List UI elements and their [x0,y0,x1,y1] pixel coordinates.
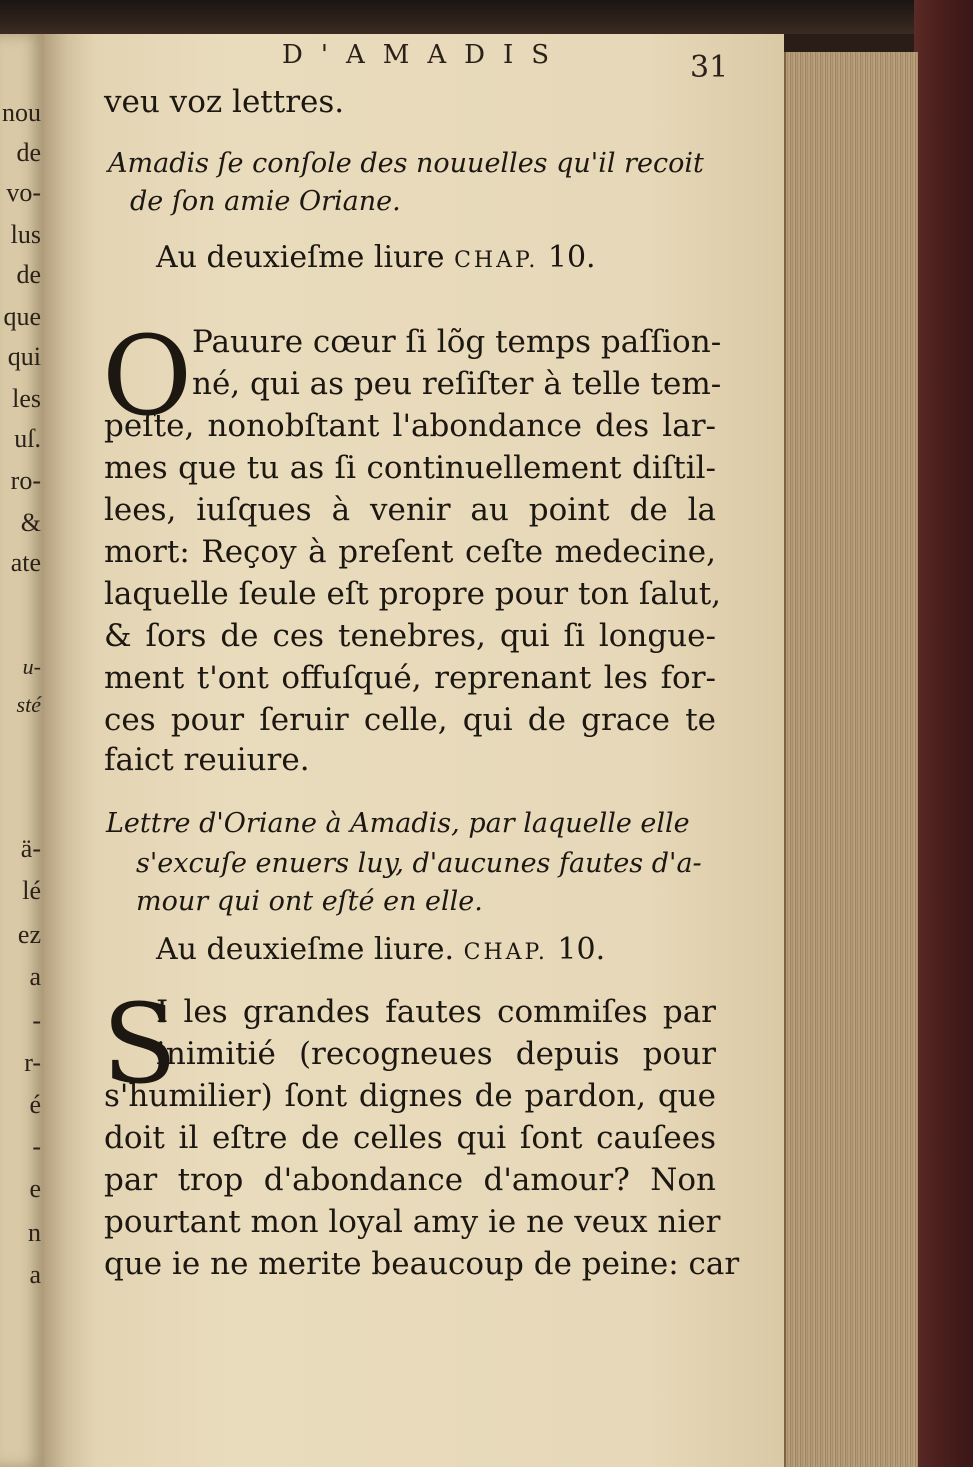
left-line-fragment: que [3,302,41,331]
left-line-fragment: - [32,1006,41,1035]
chapter-heading [156,930,605,973]
left-line-fragment: u- [22,654,41,679]
body-line: pourtant mon loyal amy ie ne veux nier [104,1204,721,1240]
page-number: 31 [690,50,729,85]
body-line: ment t'ont offuſqué, reprenant les for- [104,660,716,696]
section-title-line: de ſon amie Oriane. [130,186,401,217]
body-line: mort: Reçoy à preſent ceſte medecine, [104,534,716,570]
chapter-number: 10. [557,932,606,967]
drop-cap: S [102,980,178,1108]
body-line: né, qui as peu reſiſter à telle tem- [192,366,722,402]
section-title-line: Lettre d'Oriane à Amadis, par laquelle elle [106,808,690,839]
body-line: I les grandes fautes commiſes par [156,994,716,1030]
left-line-fragment: & [20,508,41,537]
body-line: que ie ne merite beaucoup de peine: car [104,1246,740,1282]
chapter-label: CHAP. [463,940,548,965]
left-line-fragment: a [29,962,41,991]
left-line-fragment: ro- [10,466,41,495]
left-page [0,34,44,1467]
body-line: mes que tu as ſi continuellement diſtil- [104,450,716,486]
left-line-fragment: lé [22,876,41,905]
left-line-fragment: de [16,138,41,167]
left-line-fragment: ate [10,548,41,577]
continuation-line: veu voz lettres. [104,84,345,120]
body-line: lees, iuſques à venir au point de la [104,492,716,528]
left-line-fragment: nou [2,98,41,127]
section-title-line: Amadis ſe conſole des nouuelles qu'il recoit [108,148,704,179]
left-line-fragment: - [32,1132,41,1161]
left-line-fragment: les [12,384,41,413]
left-line-fragment: r- [24,1048,41,1077]
right-page [96,34,784,1467]
body-line: inimitié (recogneues depuis pour [156,1036,716,1072]
body-line: Pauure cœur ſi lõg temps paſſion- [192,324,722,360]
body-line: & ſors de ces tenebres, qui ſi longue- [104,618,716,654]
chapter-label: CHAP. [454,248,539,273]
body-line: s'humilier) ſont dignes de pardon, que [104,1078,716,1114]
body-line: laquelle ſeule eſt propre pour ton ſalut, [104,576,722,612]
section-title-line: mour qui ont eſté en elle. [136,886,483,917]
body-line: faict reuiure. [104,742,310,778]
body-line: doit il eſtre de celles qui ſont cauſees [104,1120,716,1156]
left-line-fragment: n [28,1218,41,1247]
chapter-heading [156,238,596,281]
left-line-fragment: ä- [20,834,41,863]
left-line-fragment: lus [10,220,41,249]
top-background [0,0,973,34]
left-line-fragment: de [16,260,41,289]
chapter-book: Au deuxieſme liure. [156,932,455,967]
chapter-number: 10. [547,240,596,275]
body-line: ces pour ſeruir celle, qui de grace te [104,702,716,738]
left-line-fragment: sté [16,692,41,717]
left-line-fragment: qui [7,342,41,371]
body-line: peſte, nonobſtant l'abondance des lar- [104,408,716,444]
running-head: D'AMADIS [282,40,568,70]
left-line-fragment: e [29,1174,41,1203]
book-cover-edge [914,0,973,1467]
left-line-fragment: vo- [6,178,41,207]
body-line: par trop d'abondance d'amour? Non [104,1162,716,1198]
page-block-edges [784,52,918,1467]
left-line-fragment: uſ. [14,424,41,453]
drop-cap: O [102,312,193,440]
left-line-fragment: ez [17,920,41,949]
section-title-line: s'excuſe enuers luy, d'aucunes fautes d'a- [136,848,702,879]
page-gutter [44,34,96,1467]
chapter-book: Au deuxieſme liure [156,240,445,275]
left-line-fragment: é [29,1090,41,1119]
left-line-fragment: a [29,1260,41,1289]
